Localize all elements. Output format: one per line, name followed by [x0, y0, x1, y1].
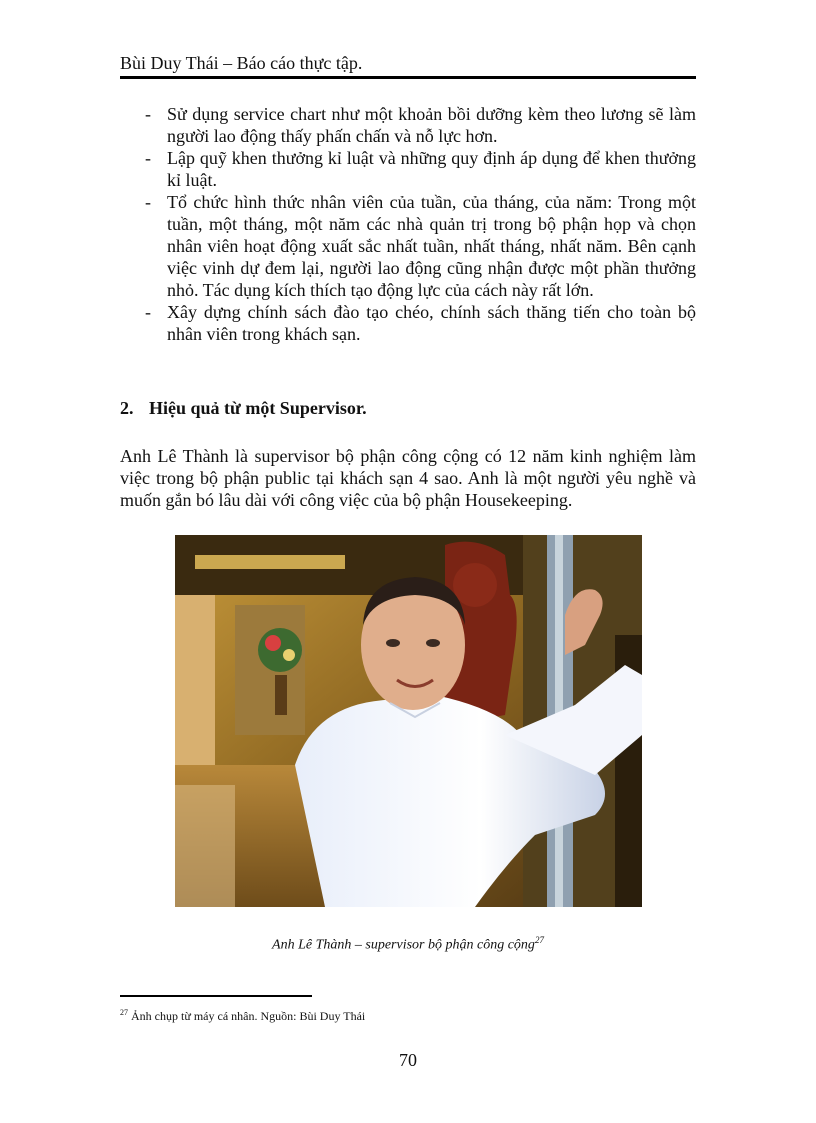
bullet-dash: -: [145, 192, 151, 212]
body-paragraph: Anh Lê Thành là supervisor bộ phận công cộng có 12 năm kinh nghiệm làm việc trong bộ phận public tại khách sạn 4 sao. Anh là một người yêu nghề và muốn gắn bó lâu dài với công việc của bộ phận Housekeeping.: [120, 446, 696, 510]
bullet-dash: -: [145, 302, 151, 322]
bullet-list: [120, 103, 696, 345]
supervisor-photo: [175, 535, 642, 907]
footnote-text: Ảnh chụp từ máy cá nhân. Nguồn: Bùi Duy Thái: [131, 1009, 366, 1023]
header-rule: [120, 76, 696, 79]
section-title: Hiệu quả từ một Supervisor.: [149, 398, 367, 418]
footnote: [120, 1005, 696, 1024]
figure-caption: Anh Lê Thành – supervisor bộ phận công cộng$^{27}$: [272, 935, 544, 953]
footnote-rule: [120, 995, 312, 997]
running-header: Bùi Duy Thái – Báo cáo thực tập.: [120, 53, 363, 73]
footnote-ref: 27: [534, 935, 544, 945]
list-item: - Tổ chức hình thức nhân viên của tuần, của tháng, của năm: Trong một tuần, một tháng, một năm các nhà quản trị trong bộ phận họp và chọn nhân viên hoạt động xuất sắc nhất tuần, nhất tháng, nhất năm. Bên cạnh việc vinh dự đem lại, người lao động cũng nhận được một phần thưởng nhỏ. Tác dụng kích thích tạo động lực của cách này rất lớn.: [145, 192, 696, 300]
footnote-number: 27: [120, 1008, 128, 1017]
list-item: - Lập quỹ khen thưởng kỉ luật và những quy định áp dụng để khen thưởng kỉ luật.: [145, 148, 696, 190]
list-item: - Sử dụng service chart như một khoản bồi dưỡng kèm theo lương sẽ làm người lao động thấy phấn chấn và nỗ lực hơn.: [145, 104, 696, 146]
bullet-dash: -: [145, 104, 151, 124]
bullet-dash: -: [145, 148, 151, 168]
section-heading: [120, 397, 696, 419]
page-number: 70: [399, 1050, 417, 1070]
list-item: - Xây dựng chính sách đào tạo chéo, chính sách thăng tiến cho toàn bộ nhân viên trong khách sạn.: [145, 302, 696, 344]
section-number: 2.: [120, 398, 134, 418]
